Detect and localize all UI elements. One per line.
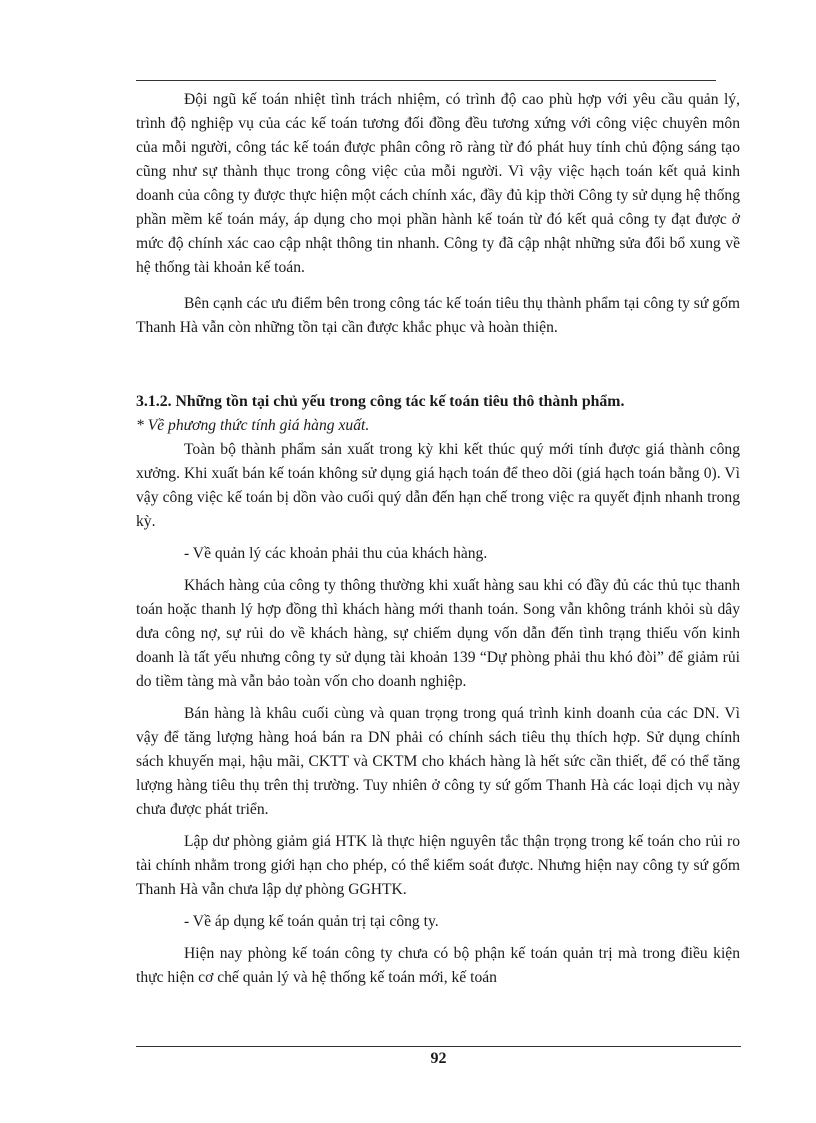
section-heading: 3.1.2. Những tồn tại chủ yếu trong công tác kế toán tiêu thô thành phẩm. bbox=[136, 393, 625, 410]
paragraph-besides-advantages: Bên cạnh các ưu điểm bên trong công tác kế toán tiêu thụ thành phẩm tại công ty sứ gốm Thanh Hà vẫn còn những tồn tại cần được khắc phục và hoàn thiện. bbox=[136, 295, 740, 336]
page-body bbox=[136, 88, 740, 990]
page-number: 92 bbox=[430, 1050, 447, 1067]
paragraph-sales: Bán hàng là khâu cuối cùng và quan trọng trong quá trình kinh doanh của các DN. Vì vậy để tăng lượng hàng hoá bán ra DN phải có chính sách tiêu thụ thích hợp. Sử dụng chính sách khuyến mại, hậu mãi, CKTT và CKTM cho khách hàng là hết sức cần thiết, để có thể tăng lượng hàng tiêu thụ trên thị trường. Tuy nhiên ở công ty sứ gốm Thanh Hà các loại dịch vụ này chưa được phát triển. bbox=[136, 705, 740, 818]
footer-rule bbox=[136, 1046, 741, 1047]
paragraph-accounting-team: Đội ngũ kế toán nhiệt tình trách nhiệm, có trình độ cao phù hợp với yêu cầu quản lý, trình độ nghiệp vụ của các kế toán tương đối đồng đều tương xứng với công việc chuyên môn của mỗi người, công tác kế toán được phân công rõ ràng từ đó phát huy tính chủ động sáng tạo cũng như sự thành thục trong công việc của mỗi người. Vì vậy việc hạch toán kết quả kinh doanh của công ty được thực hiện một cách chính xác, đầy đủ kịp thời Công ty sử dụng hệ thống phần mềm kế toán máy, áp dụng cho mọi phần hành kế toán từ đó kết quả công ty đạt được ở mức độ chính xác cao cập nhật thông tin nhanh. Công ty đã cập nhật những sửa đổi bổ xung về hệ thống tài khoản kế toán. bbox=[136, 91, 740, 276]
subheading-pricing-method: * Về phương thức tính giá hàng xuất. bbox=[136, 417, 370, 434]
paragraph-customers: Khách hàng của công ty thông thường khi xuất hàng sau khi có đầy đủ các thủ tục thanh toán hoặc thanh lý hợp đồng thì khách hàng mới thanh toán. Song vẫn không tránh khỏi sù dây dưa công nợ, sự rủi do về khách hàng, sự chiếm dụng vốn dẫn đến tình trạng thiếu vốn kinh doanh là tất yếu nhưng công ty sử dụng tài khoản 139 “Dự phòng phải thu khó đòi” để giảm rủi do tiềm tàng mà vẫn bảo toàn vốn cho doanh nghiệp. bbox=[136, 577, 740, 690]
paragraph-inventory-provision: Lập dư phòng giảm giá HTK là thực hiện nguyên tắc thận trọng trong kế toán cho rủi ro tài chính nhằm trong giới hạn cho phép, có thể kiểm soát được. Nhưng hiện nay công ty sứ gốm Thanh Hà vẫn chưa lập dự phòng GGHTK. bbox=[136, 833, 740, 898]
paragraph-finished-goods: Toàn bộ thành phẩm sản xuất trong kỳ khi kết thúc quý mới tính được giá thành công xưởng. Khi xuất bán kế toán không sử dụng giá hạch toán để theo dõi (giá hạch toán bằng 0). Vì vậy công việc kế toán bị dồn vào cuối quý dẫn đến hạn chế trong việc ra quyết định nhanh trong kỳ. bbox=[136, 441, 740, 530]
paragraph-current-situation: Hiện nay phòng kế toán công ty chưa có bộ phận kế toán quản trị mà trong điều kiện thực hiện cơ chế quản lý và hệ thống kế toán mới, kế toán bbox=[136, 945, 740, 986]
item-receivables-management: - Về quản lý các khoản phải thu của khách hàng. bbox=[184, 545, 488, 562]
item-management-accounting: - Về áp dụng kế toán quản trị tại công ty. bbox=[184, 913, 439, 930]
header-rule bbox=[136, 80, 716, 81]
